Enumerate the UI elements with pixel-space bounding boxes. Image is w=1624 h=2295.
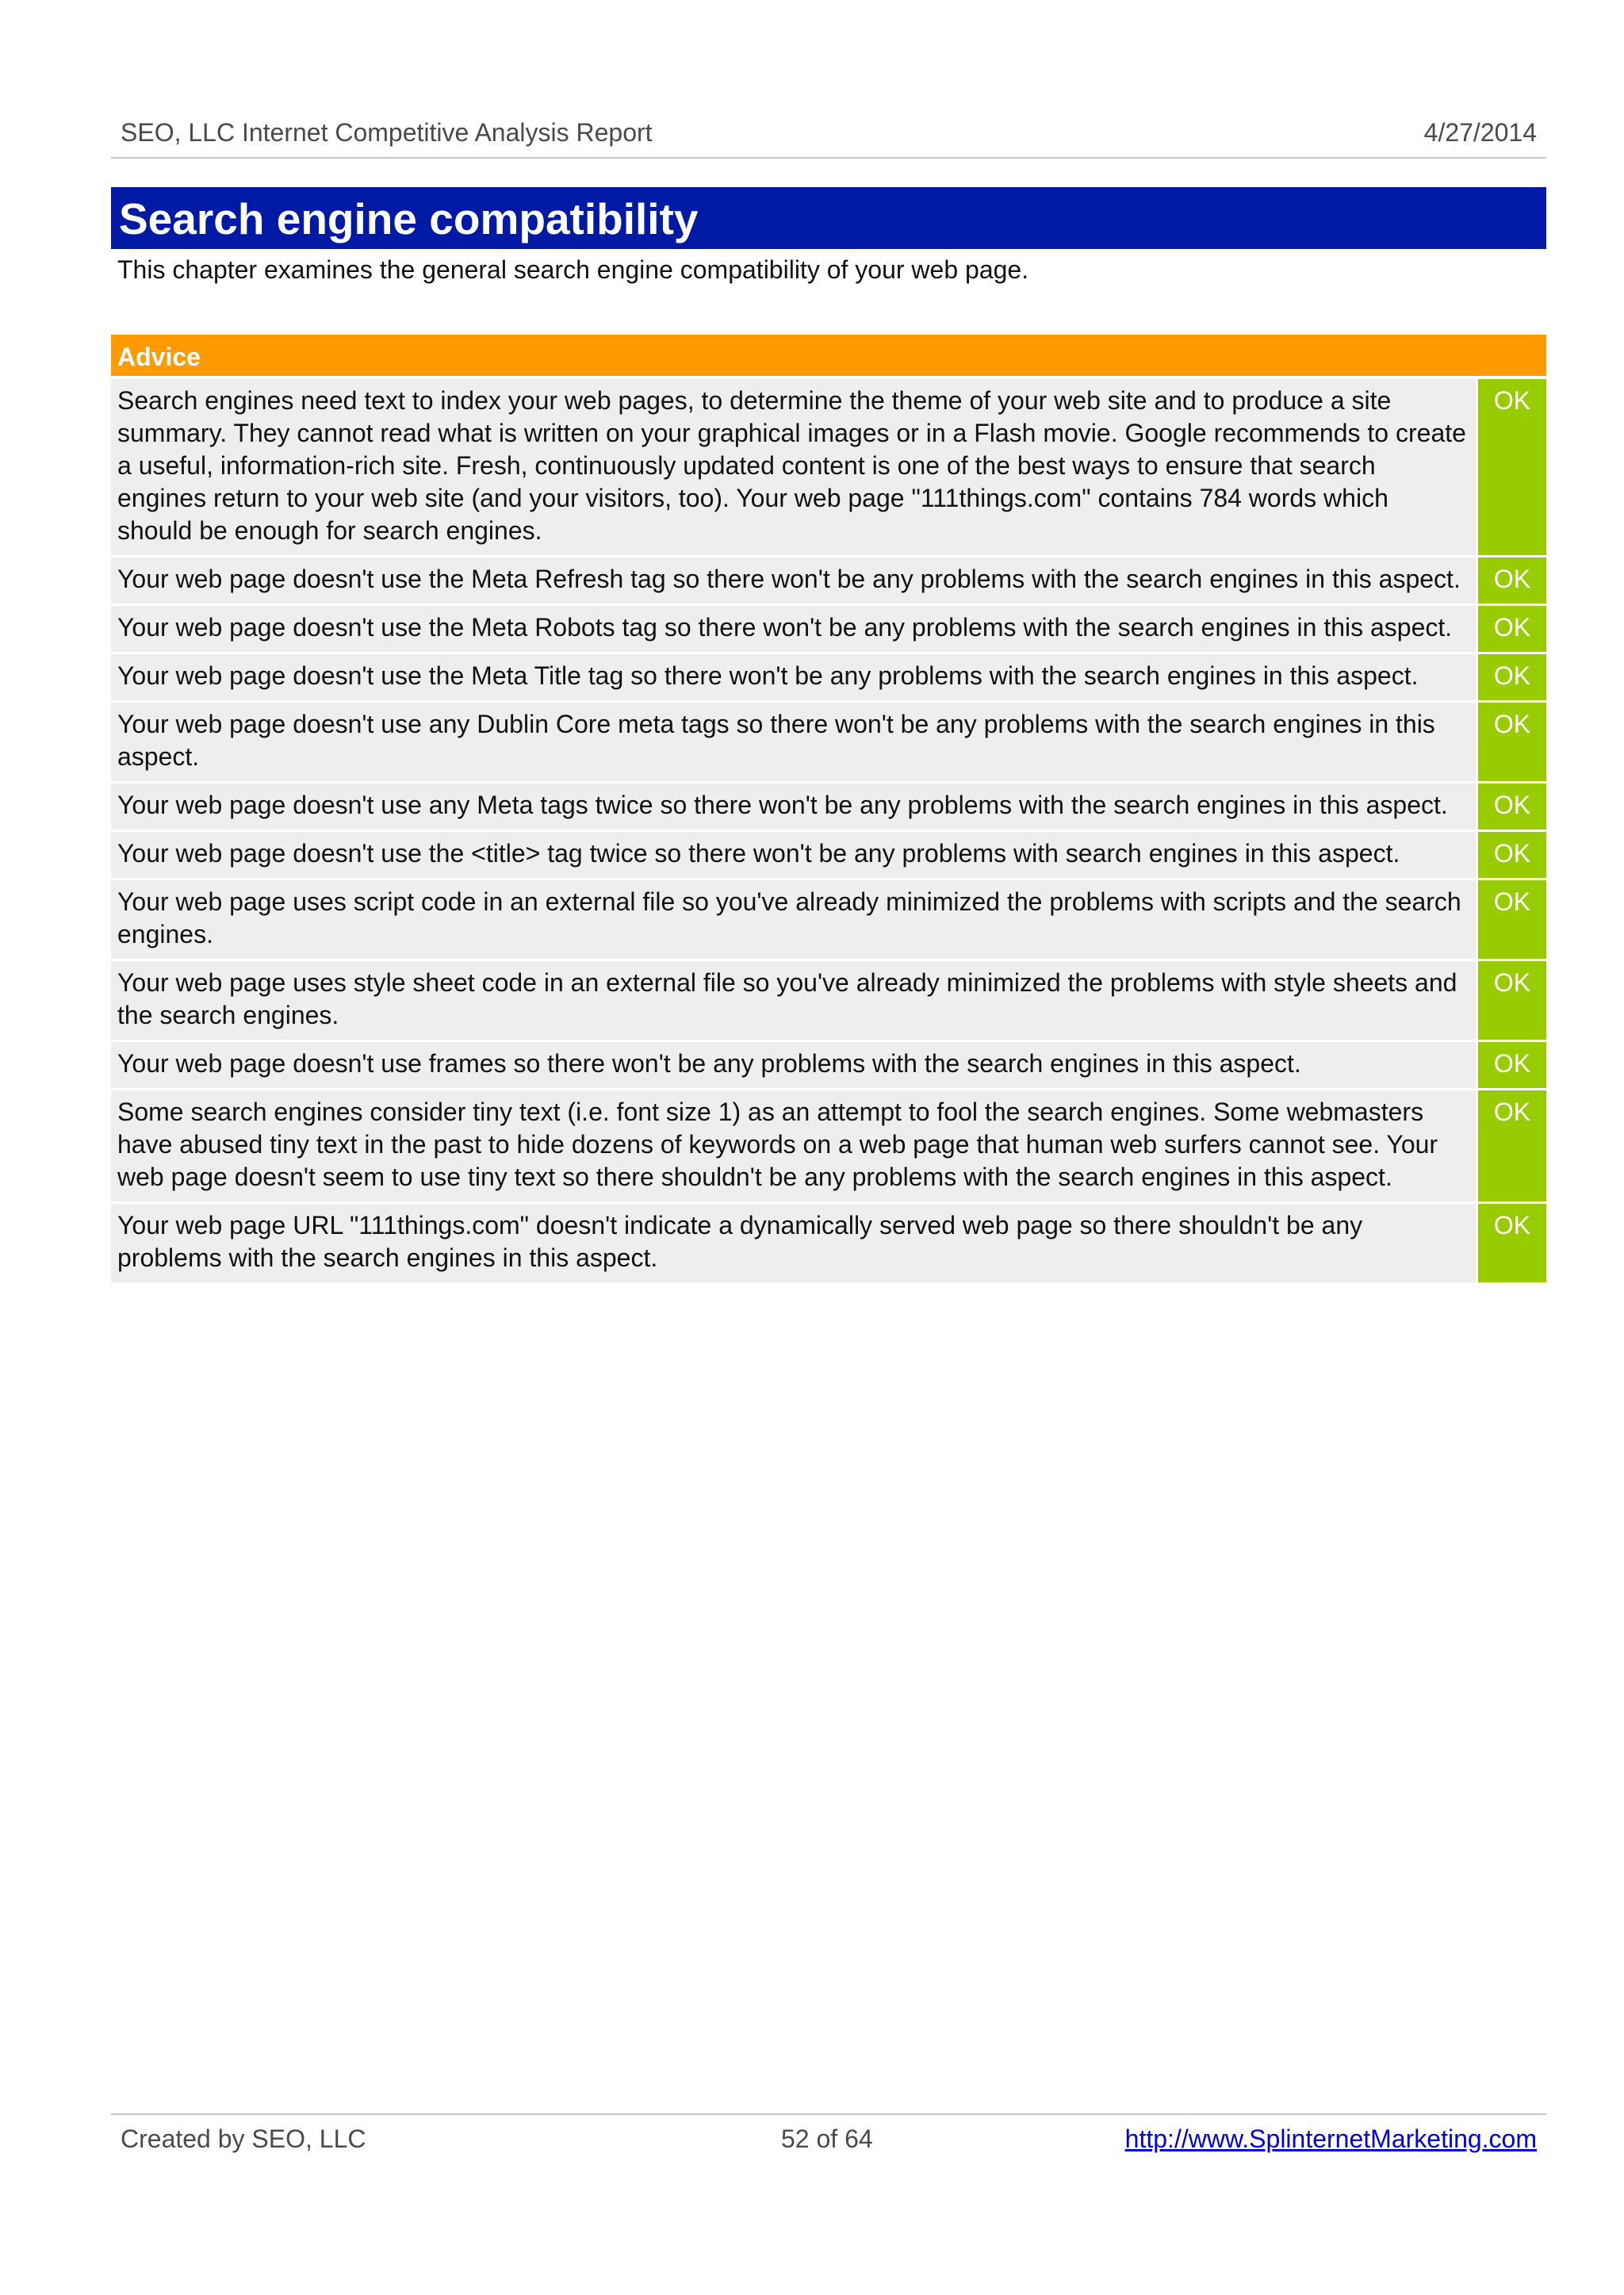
ok-status-badge: OK xyxy=(1478,880,1546,959)
advice-row xyxy=(111,784,1546,832)
ok-status-badge: OK xyxy=(1478,557,1546,603)
ok-status-badge: OK xyxy=(1478,961,1546,1040)
chapter-intro: This chapter examines the general search engine compatibility of your web page. xyxy=(117,255,1029,284)
page-footer xyxy=(111,2113,1546,2163)
advice-text: Your web page uses style sheet code in an external file so you've already minimized the problems with style sheets and the search engines. xyxy=(111,961,1476,1040)
advice-row xyxy=(111,606,1546,654)
advice-row xyxy=(111,654,1546,703)
advice-table xyxy=(111,335,1546,1285)
report-title: SEO, LLC Internet Competitive Analysis Report xyxy=(121,118,653,147)
advice-text: Your web page URL "111things.com" doesn't indicate a dynamically served web page so there shouldn't be any problems with the search engines in this aspect. xyxy=(111,1204,1476,1282)
advice-text: Your web page doesn't use the Meta Title tag so there won't be any problems with the search engines in this aspect. xyxy=(111,654,1476,700)
report-date: 4/27/2014 xyxy=(1423,118,1537,147)
advice-row xyxy=(111,557,1546,606)
advice-text: Your web page doesn't use the Meta Robots tag so there won't be any problems with the search engines in this aspect. xyxy=(111,606,1476,652)
chapter-banner xyxy=(111,187,1546,249)
advice-text: Your web page doesn't use the Meta Refresh tag so there won't be any problems with the search engines in this aspect. xyxy=(111,557,1476,603)
advice-header: Advice xyxy=(111,335,1546,379)
advice-text: Your web page doesn't use any Meta tags twice so there won't be any problems with the search engines in this aspect. xyxy=(111,784,1476,829)
ok-status-badge: OK xyxy=(1478,1042,1546,1088)
ok-status-badge: OK xyxy=(1478,703,1546,781)
ok-status-badge: OK xyxy=(1478,654,1546,700)
advice-row xyxy=(111,961,1546,1042)
page-header xyxy=(111,109,1546,159)
ok-status-badge: OK xyxy=(1478,1204,1546,1282)
ok-status-badge: OK xyxy=(1478,832,1546,878)
footer-page-number: 52 of 64 xyxy=(781,2125,873,2153)
advice-row xyxy=(111,703,1546,784)
ok-status-badge: OK xyxy=(1478,784,1546,829)
advice-row xyxy=(111,1090,1546,1204)
advice-row xyxy=(111,832,1546,880)
advice-text: Search engines need text to index your web pages, to determine the theme of your web site and to produce a site summary. They cannot read what is written on your graphical images or in a Flash movie. Google recommends to create a useful, information-rich site. Fresh, continuously updated content is one of the best ways to ensure that search engines return to your web site (and your visitors, too). Your web page "111things.com" contains 784 words which should be enough for search engines. xyxy=(111,379,1476,555)
advice-text: Your web page doesn't use frames so there won't be any problems with the search engines in this aspect. xyxy=(111,1042,1476,1088)
advice-text: Your web page doesn't use any Dublin Core meta tags so there won't be any problems with the search engines in this aspect. xyxy=(111,703,1476,781)
ok-status-badge: OK xyxy=(1478,1090,1546,1201)
advice-text: Your web page doesn't use the <title> tag twice so there won't be any problems with search engines in this aspect. xyxy=(111,832,1476,878)
ok-status-badge: OK xyxy=(1478,606,1546,652)
advice-row xyxy=(111,1204,1546,1285)
advice-row xyxy=(111,880,1546,961)
advice-text: Your web page uses script code in an external file so you've already minimized the problems with scripts and the search engines. xyxy=(111,880,1476,959)
advice-text: Some search engines consider tiny text (i.e. font size 1) as an attempt to fool the search engines. Some webmasters have abused tiny text in the past to hide dozens of keywords on a web page that human web surfers cannot see. Your web page doesn't seem to use tiny text so there shouldn't be any problems with the search engines in this aspect. xyxy=(111,1090,1476,1201)
footer-website-link[interactable]: http://www.SplinternetMarketing.com xyxy=(1124,2125,1537,2153)
footer-created-by: Created by SEO, LLC xyxy=(121,2125,366,2153)
ok-status-badge: OK xyxy=(1478,379,1546,555)
advice-row xyxy=(111,1042,1546,1090)
chapter-title: Search engine compatibility xyxy=(119,194,699,243)
advice-row xyxy=(111,379,1546,557)
